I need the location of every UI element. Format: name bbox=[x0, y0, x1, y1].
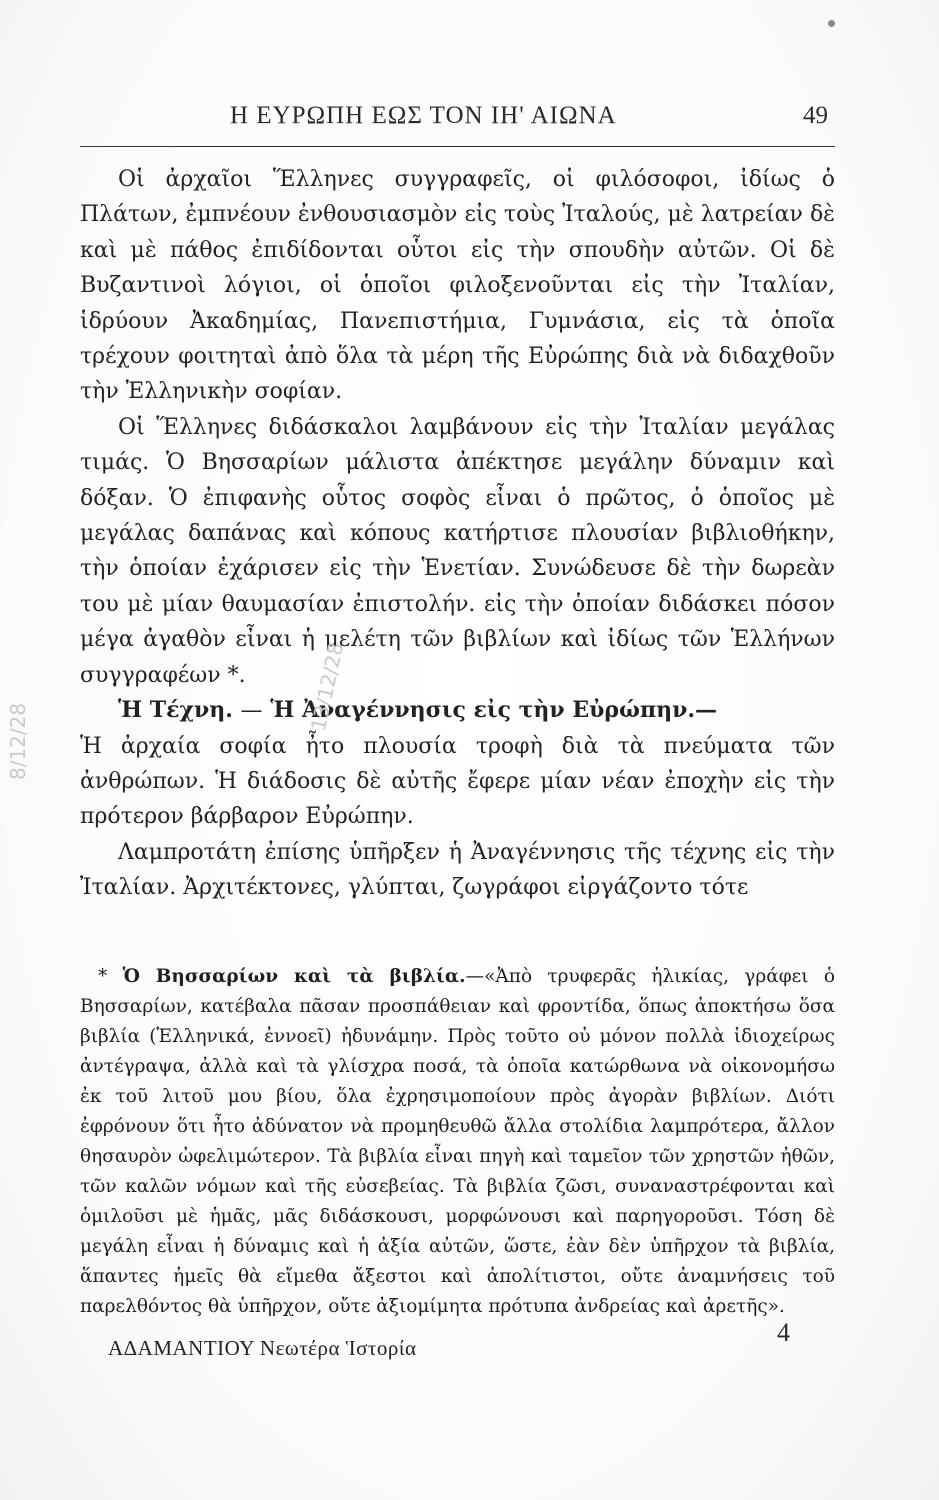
footnote bbox=[80, 962, 835, 1322]
paragraph: Οἱ ἀρχαῖοι Ἕλληνες συγγραφεῖς, οἱ φιλόσοφοι, ἰδίως ὁ Πλάτων, ἐμπνέουν ἐνθουσιασμὸν εἰς τοὺς Ἰταλούς, μὲ λατρείαν δὲ καὶ μὲ πάθος ἐπιδίδονται οὗτοι εἰς τὴν σπουδὴν αὐτῶν. Οἱ δὲ Βυζαντινοὶ λόγιοι, οἱ ὁποῖοι φιλοξενοῦνται εἰς τὴν Ἰταλίαν, ἱδρύουν Ἀκαδημίας, Πανεπιστήμια, Γυμνάσια, εἰς τὰ ὁποῖα τρέχουν φοιτηταὶ ἀπὸ ὅλα τὰ μέρη τῆς Εὐρώπης διὰ νὰ διδαχθοῦν τὴν Ἑλληνικὴν σοφίαν. bbox=[80, 167, 835, 405]
footnote-paragraph bbox=[80, 962, 835, 1322]
margin-note-date: 13/12/28 bbox=[306, 640, 349, 733]
footnote-marker: * bbox=[98, 966, 123, 987]
footnote-title: Ὁ Βησσαρίων καὶ τὰ βιβλία. bbox=[122, 966, 466, 987]
page-number: 49 bbox=[803, 102, 828, 129]
paragraph: Λαμπροτάτη ἐπίσης ὑπῆρξεν ἡ Ἀναγέννησις τῆς τέχνης εἰς τὴν Ἰταλίαν. Ἀρχιτέκτονες, γλύπται, ζωγράφοι εἰργάζοντο τότε bbox=[80, 839, 835, 901]
running-title: Η ΕΥΡΩΠΗ ΕΩΣ ΤΟΝ ΙΗ' ΑΙΩΝΑ bbox=[230, 102, 617, 129]
paragraph: Οἱ Ἕλληνες διδάσκαλοι λαμβάνουν εἰς τὴν Ἰταλίαν μεγάλας τιμάς. Ὁ Βησσαρίων μάλιστα ἀπέκτησε μεγάλην δύναμιν καὶ δόξαν. Ὁ ἐπιφανὴς οὗτος σοφὸς εἶναι ὁ πρῶτος, ὁ ὁποῖος μὲ μεγάλας δαπάνας καὶ κόπους κατήρτισε πλουσίαν βιβλιοθήκην, τὴν ὁποίαν ἐχάρισεν εἰς τὴν Ἑνετίαν. Συνώδευσε δὲ τὴν δωρεὰν του μὲ μίαν θαυμασίαν ἐπιστολήν. εἰς τὴν ὁποίαν διδάσκει πόσον μέγα ἀγαθὸν εἶναι ἡ μελέτη τῶν βιβλίων καὶ ἰδίως τῶν Ἑλλήνων συγγραφέων *. bbox=[80, 414, 835, 688]
page-header bbox=[92, 100, 832, 140]
footnote-text: —«Ἀπὸ τρυφερᾶς ἡλικίας, γράφει ὁ Βησσαρίων, κατέβαλα πᾶσαν προσπάθειαν καὶ φροντίδα, ὅπως ἀποκτήσω ὅσα βιβλία (Ἑλληνικά, ἐννοεῖ) ἠδυνάμην. Πρὸς τοῦτο οὐ μόνον πολλὰ ἰδιοχείρως ἀντέγραψα, ἀλλὰ καὶ τὰ γλίσχρα ποσά, τὰ ὁποῖα κατώρθωνα νὰ οἰκονομήσω ἐκ τοῦ λιτοῦ μου βίου, ὅλα ἐχρησιμοποίουν πρὸς ἀγορὰν βιβλίων. Διότι ἐφρόνουν ὅτι ἦτο ἀδύνατον νὰ προμηθευθῶ ἄλλα στολίδια λαμπρότερα, ἄλλον θησαυρὸν ὠφελιμώτερον. Τὰ βιβλία εἶναι πηγὴ καὶ ταμεῖον τῶν χρηστῶν ἠθῶν, τῶν καλῶν νόμων καὶ τῆς εὐσεβείας. Τὰ βιβλία ζῶσι, συναναστρέφονται καὶ ὁμιλοῦσι μὲ ἡμᾶς, μᾶς διδάσκουσι, μορφώνουσι καὶ παρηγοροῦσι. Τόση δὲ μεγάλη εἶναι ἡ δύναμις καὶ ἡ ἀξία αὐτῶν, ὥστε, ἐὰν δὲν ὑπῆρχον τὰ βιβλία, ἅπαντες ἠμεῖς θὰ εἴμεθα ἄξεστοι καὶ ἀπολίτιστοι, οὔτε ἀναμνήσεις τοῦ παρελθόντος θὰ ὑπῆρχον, οὔτε ἀξιομίμητα πρότυπα ἀνδρείας καὶ ἀρετῆς». bbox=[80, 966, 835, 1317]
main-text bbox=[80, 162, 835, 906]
heading-part-renaissance: Ἡ Ἀναγέννησις εἰς τὴν Εὐρώπην.— bbox=[270, 697, 717, 724]
header-rule bbox=[80, 146, 835, 147]
signature-mark: 4 bbox=[777, 1318, 790, 1347]
paragraph: Ἡ ἀρχαία σοφία ἦτο πλουσία τροφὴ διὰ τὰ πνεύματα τῶν ἀνθρώπων. Ἡ διάδοσις δὲ αὐτῆς ἔφερε μίαν νέαν ἐποχὴν εἰς τὴν πρότερον βάρβαρον Εὐρώπην. bbox=[80, 733, 835, 830]
ink-speck bbox=[828, 20, 835, 27]
footer-book-title: ΑΔΑΜΑΝΤΙΟΥ Νεωτέρα Ἱστορία bbox=[108, 1336, 417, 1360]
section-heading bbox=[80, 693, 835, 728]
heading-dash: — bbox=[240, 698, 263, 724]
heading-part-art: Ἡ Τέχνη. bbox=[118, 697, 233, 724]
margin-note-date: 8/12/28 bbox=[6, 702, 30, 780]
